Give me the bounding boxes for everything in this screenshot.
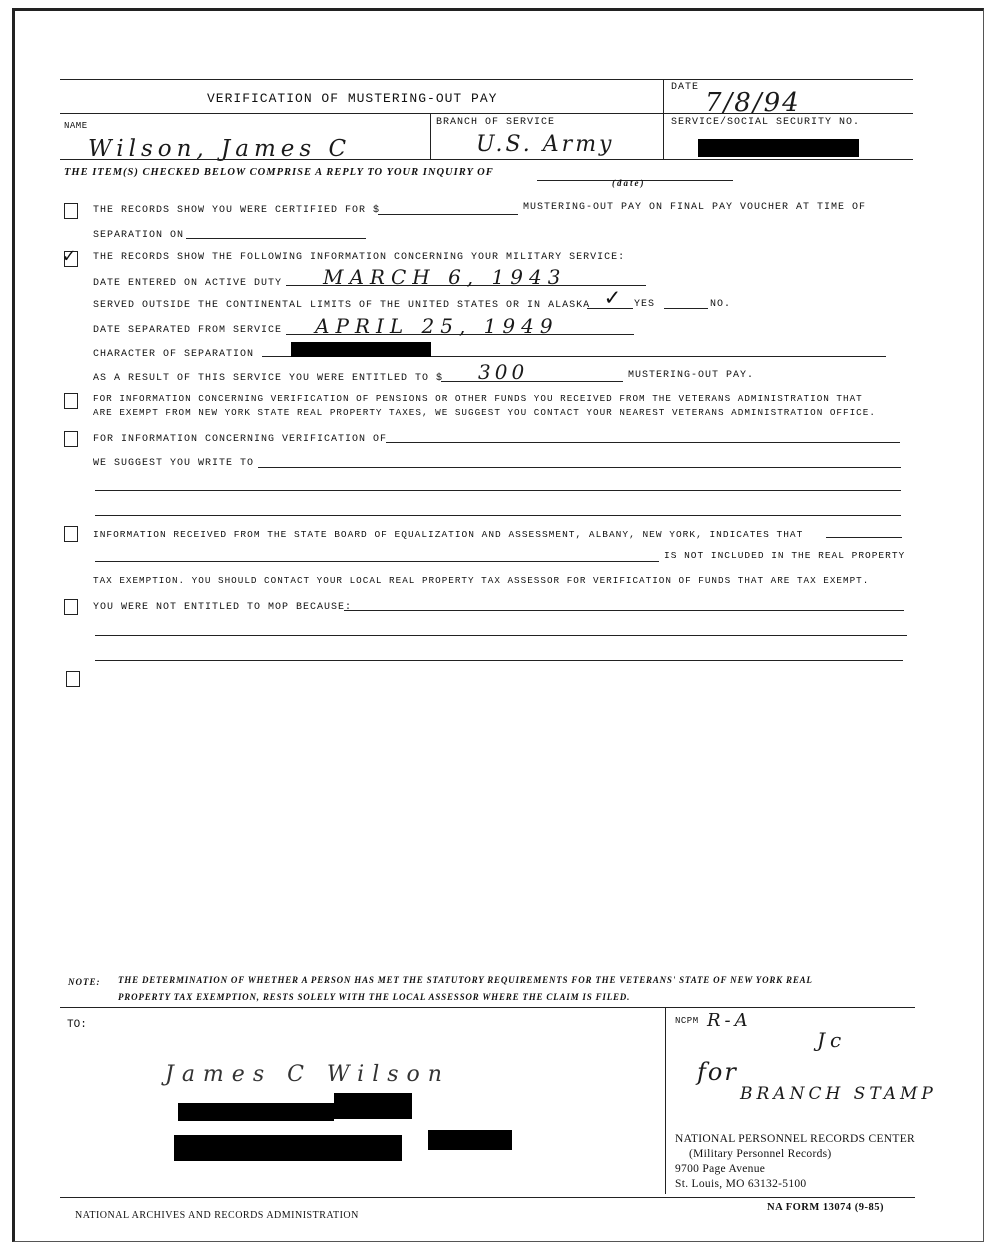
header-bottom-rule: [60, 159, 913, 160]
outside-no-line: [664, 308, 708, 309]
header-mid-rule: [60, 113, 913, 114]
intro-text: THE ITEM(S) CHECKED BELOW COMPRISE A REPLY TO YOUR INQUIRY OF: [64, 167, 494, 178]
yes-label: YES: [634, 299, 656, 310]
address-redaction-4: [428, 1130, 512, 1150]
not-entitled-checkbox[interactable]: [64, 599, 78, 615]
state-board-fill-line: [826, 537, 902, 538]
branch-stamp: BRANCH STAMP: [740, 1084, 937, 1104]
form-page: [12, 8, 984, 1242]
blank-checkbox[interactable]: [66, 671, 80, 687]
certified-checkbox[interactable]: [64, 203, 78, 219]
pensions-line2: ARE EXEMPT FROM NEW YORK STATE REAL PROPERTY TAXES, WE SUGGEST YOU CONTACT YOUR NEAREST VETERANS ADMINISTRATION OFFICE.: [93, 407, 876, 418]
date-value: 7/8/94: [705, 88, 801, 118]
address-line-3: 9700 Page Avenue: [675, 1163, 766, 1175]
write-to-line-2: [95, 490, 901, 491]
verification-line: [386, 442, 900, 443]
not-entitled-text: YOU WERE NOT ENTITLED TO MOP BECAUSE:: [93, 602, 353, 613]
form-title: VERIFICATION OF MUSTERING-OUT PAY: [207, 91, 498, 106]
certified-text-a: THE RECORDS SHOW YOU WERE CERTIFIED FOR $: [93, 205, 381, 216]
service-info-checkmark-icon: ✓: [63, 246, 76, 269]
verification-line1: FOR INFORMATION CONCERNING VERIFICATION OF: [93, 434, 388, 445]
entitled-line: [441, 381, 623, 382]
inquiry-date-hint: (date): [612, 178, 646, 188]
signature: James C Wilson: [165, 1062, 450, 1087]
note-line2: PROPERTY TAX EXEMPTION, RESTS SOLELY WITH THE LOCAL ASSESSOR WHERE THE CLAIM IS FILED.: [118, 992, 631, 1002]
write-to-line-3: [95, 515, 901, 516]
name-value: Wilson, James C: [88, 136, 352, 162]
address-line-1: NATIONAL PERSONNEL RECORDS CENTER: [675, 1133, 916, 1145]
stamp-divider: [665, 1007, 666, 1194]
certified-amount-line: [378, 214, 518, 215]
separated-label: DATE SEPARATED FROM SERVICE: [93, 325, 283, 336]
certified-text-b: MUSTERING-OUT PAY ON FINAL PAY VOUCHER AT TIME OF: [523, 202, 867, 213]
pensions-line1: FOR INFORMATION CONCERNING VERIFICATION OF PENSIONS OR OTHER FUNDS YOU RECEIVED FROM THE VETERANS ADMINISTRATION THAT: [93, 393, 863, 404]
ssn-label: SERVICE/SOCIAL SECURITY NO.: [671, 117, 861, 128]
write-to-line: [258, 467, 901, 468]
separated-value: APRIL 25, 1949: [315, 314, 559, 338]
state-board-checkbox[interactable]: [64, 526, 78, 542]
verification-checkbox[interactable]: [64, 431, 78, 447]
entered-value: MARCH 6, 1943: [323, 265, 567, 289]
service-info-text: THE RECORDS SHOW THE FOLLOWING INFORMATION CONCERNING YOUR MILITARY SERVICE:: [93, 252, 626, 263]
address-line-2: (Military Personnel Records): [689, 1148, 832, 1160]
verification-line2: WE SUGGEST YOU WRITE TO: [93, 458, 255, 469]
character-redaction: [291, 342, 431, 357]
form-number: NA FORM 13074 (9-85): [767, 1202, 885, 1213]
outside-label: SERVED OUTSIDE THE CONTINENTAL LIMITS OF THE UNITED STATES OR IN ALASKA: [93, 300, 591, 311]
not-entitled-line: [344, 610, 904, 611]
entitled-value: 300: [478, 360, 529, 384]
note-label: NOTE:: [68, 977, 101, 987]
certified-text-c: SEPARATION ON: [93, 230, 185, 241]
footer-bottom-rule: [60, 1197, 915, 1198]
no-label: NO.: [710, 299, 732, 310]
state-board-line3: TAX EXEMPTION. YOU SHOULD CONTACT YOUR LOCAL REAL PROPERTY TAX ASSESSOR FOR VERIFICATION OF FUNDS THAT ARE TAX EXEMPT.: [93, 575, 870, 586]
agency-name: NATIONAL ARCHIVES AND RECORDS ADMINISTRATION: [75, 1210, 359, 1221]
date-label: DATE: [671, 82, 700, 93]
separation-date-line: [186, 238, 366, 239]
date-divider: [663, 79, 664, 159]
pensions-checkbox[interactable]: [64, 393, 78, 409]
entitled-suffix: MUSTERING-OUT PAY.: [628, 370, 755, 381]
initials: Jc: [817, 1028, 847, 1052]
address-line-4: St. Louis, MO 63132-5100: [675, 1178, 807, 1190]
branch-value: U.S. Army: [476, 132, 615, 157]
for-text: for: [697, 1058, 738, 1086]
name-label: NAME: [64, 121, 88, 131]
note-bottom-rule: [60, 1007, 915, 1008]
branch-divider: [430, 113, 431, 160]
nrpm-value: R-A: [707, 1010, 752, 1031]
not-entitled-line-3: [95, 660, 903, 661]
note-line1: THE DETERMINATION OF WHETHER A PERSON HAS MET THE STATUTORY REQUIREMENTS FOR THE VETERANS' STATE OF NEW YORK REAL: [118, 975, 813, 985]
to-label: TO:: [67, 1019, 87, 1031]
branch-label: BRANCH OF SERVICE: [436, 117, 556, 128]
address-redaction-2: [334, 1093, 412, 1119]
records-center-address: [675, 1132, 915, 1192]
ssn-redaction: [698, 139, 859, 157]
nrpm-label: NCPM: [675, 1016, 699, 1026]
not-entitled-line-2: [95, 635, 907, 636]
entitled-label: AS A RESULT OF THIS SERVICE YOU WERE ENTITLED TO $: [93, 373, 444, 384]
address-redaction-3: [174, 1135, 402, 1161]
state-board-line2: IS NOT INCLUDED IN THE REAL PROPERTY: [664, 550, 906, 561]
outside-yes-checkmark-icon: ✓: [605, 286, 620, 313]
address-redaction-1: [178, 1103, 334, 1121]
state-board-fill-line-2: [95, 561, 659, 562]
header-top-rule: [60, 79, 913, 80]
character-label: CHARACTER OF SEPARATION: [93, 349, 255, 360]
state-board-line1: INFORMATION RECEIVED FROM THE STATE BOARD OF EQUALIZATION AND ASSESSMENT, ALBANY, NEW YORK, INDICATES THAT: [93, 529, 804, 540]
entered-label: DATE ENTERED ON ACTIVE DUTY: [93, 278, 283, 289]
